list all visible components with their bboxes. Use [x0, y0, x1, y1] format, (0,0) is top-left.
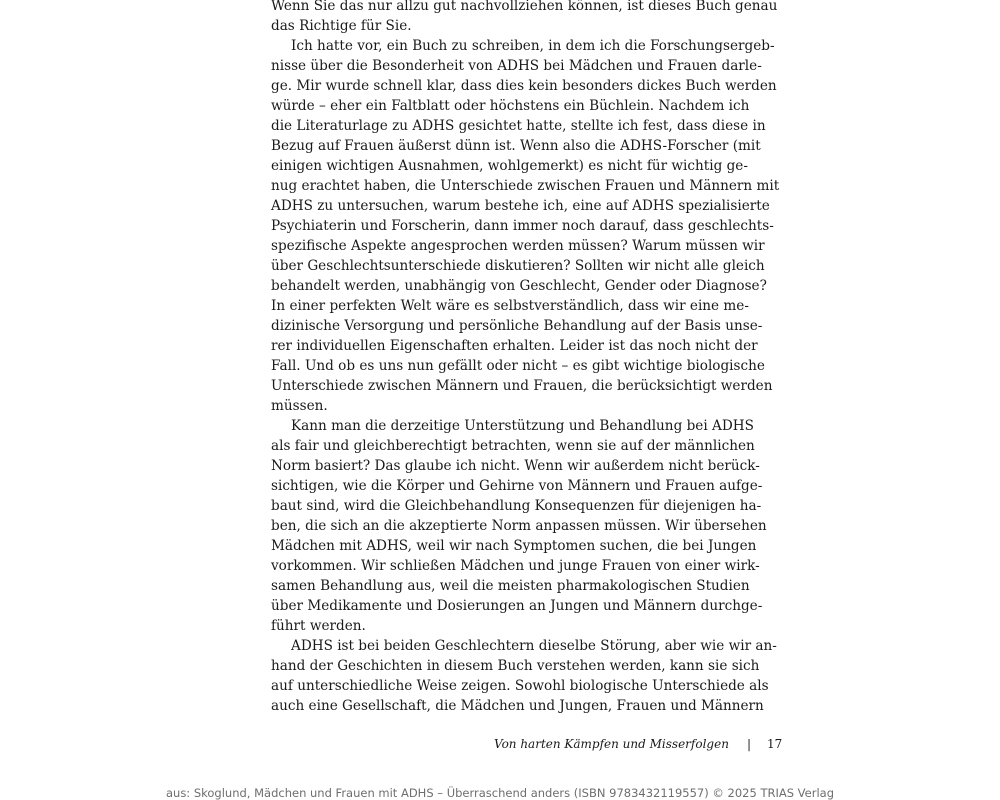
text-line: nisse über die Besonderheit von ADHS bei Mädchen und Frauen darle-: [271, 58, 762, 74]
text-line: als fair und gleichberechtigt betrachten, wenn sie auf der männlichen: [271, 438, 755, 454]
text-line: das Richtige für Sie.: [271, 18, 412, 34]
text-line: ge. Mir wurde schnell klar, dass dies kein besonders dickes Buch werden: [271, 78, 777, 94]
text-line: nug erachtet haben, die Unterschiede zwischen Frauen und Männern mit: [271, 178, 780, 194]
text-line: spezifische Aspekte angesprochen werden müssen? Warum müssen wir: [271, 238, 765, 254]
text-line: Unterschiede zwischen Männern und Frauen, die berücksichtigt werden: [271, 378, 773, 394]
page-footer: [494, 737, 782, 751]
text-line: baut sind, wird die Gleichbehandlung Konsequenzen für diejenigen ha-: [271, 498, 762, 514]
text-line: sichtigen, wie die Körper und Gehirne von Männern und Frauen aufge-: [271, 478, 763, 494]
text-line: Wenn Sie das nur allzu gut nachvollziehen können, ist dieses Buch genau: [271, 0, 778, 14]
text-line: Ich hatte vor, ein Buch zu schreiben, in dem ich die Forschungsergeb-: [291, 38, 775, 54]
text-line: behandelt werden, unabhängig von Geschlecht, Gender oder Diagnose?: [271, 278, 767, 294]
text-line: Fall. Und ob es uns nun gefällt oder nicht – es gibt wichtige biologische: [271, 358, 765, 374]
page-number: 17: [766, 737, 783, 751]
text-line: ADHS ist bei beiden Geschlechtern dieselbe Störung, aber wie wir an-: [291, 638, 777, 654]
text-line: führt werden.: [271, 618, 366, 634]
text-line: vorkommen. Wir schließen Mädchen und junge Frauen von einer wirk-: [271, 558, 760, 574]
text-line: hand der Geschichten in diesem Buch verstehen werden, kann sie sich: [271, 658, 760, 674]
text-line: die Literaturlage zu ADHS gesichtet hatte, stellte ich fest, dass diese in: [271, 118, 766, 134]
text-line: auf unterschiedliche Weise zeigen. Sowohl biologische Unterschiede als: [271, 678, 769, 694]
text-line: Kann man die derzeitige Unterstützung und Behandlung bei ADHS: [291, 418, 754, 434]
text-line: In einer perfekten Welt wäre es selbstverständlich, dass wir eine me-: [271, 298, 749, 314]
text-line: dizinische Versorgung und persönliche Behandlung auf der Basis unse-: [271, 318, 763, 334]
text-line: einigen wichtigen Ausnahmen, wohlgemerkt) es nicht für wichtig ge-: [271, 158, 748, 174]
footer-separator: |: [746, 737, 751, 751]
text-line: ben, die sich an die akzeptierte Norm anpassen müssen. Wir übersehen: [271, 518, 767, 534]
text-line: rer individuellen Eigenschaften erhalten. Leider ist das noch nicht der: [271, 338, 758, 354]
text-line: auch eine Gesellschaft, die Mädchen und Jungen, Frauen und Männern: [271, 698, 764, 714]
text-line: über Medikamente und Dosierungen an Jungen und Männern durchge-: [271, 598, 763, 614]
running-title: Von harten Kämpfen und Misserfolgen: [494, 737, 729, 751]
body-text: [271, 0, 780, 716]
text-line: ADHS zu untersuchen, warum bestehe ich, eine auf ADHS spezialisierte: [271, 198, 770, 214]
source-citation: aus: Skoglund, Mädchen und Frauen mit ADHS – Überraschend anders (ISBN 9783432119557) © 2025 TRIAS Verlag: [165, 786, 835, 800]
text-line: Psychiaterin und Forscherin, dann immer noch darauf, dass geschlechts-: [271, 218, 774, 234]
text-line: Norm basiert? Das glaube ich nicht. Wenn wir außerdem nicht berück-: [271, 458, 760, 474]
text-line: samen Behandlung aus, weil die meisten pharmakologischen Studien: [271, 578, 750, 594]
text-line: müssen.: [271, 398, 328, 414]
text-line: Bezug auf Frauen äußerst dünn ist. Wenn also die ADHS-Forscher (mit: [271, 138, 761, 154]
text-line: Mädchen mit ADHS, weil wir nach Symptomen suchen, die bei Jungen: [271, 538, 757, 554]
text-line: über Geschlechtsunterschiede diskutieren? Sollten wir nicht alle gleich: [271, 258, 765, 274]
text-line: würde – eher ein Faltblatt oder höchstens ein Büchlein. Nachdem ich: [271, 98, 750, 114]
